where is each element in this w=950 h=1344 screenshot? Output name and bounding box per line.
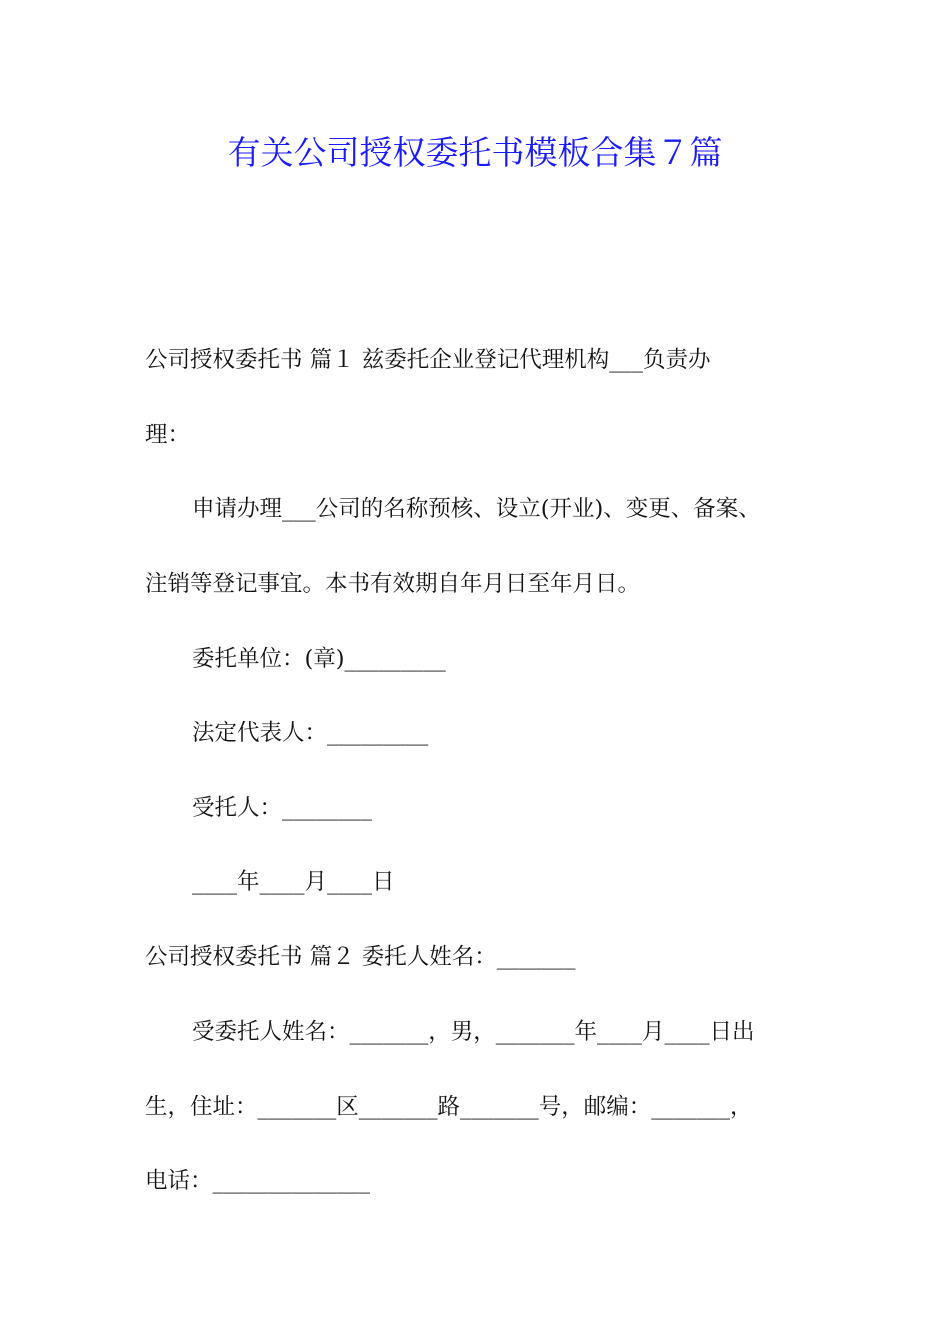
field-phone: 电话：______________ xyxy=(145,1168,371,1194)
section-2-heading-line: 公司授权委托书 篇２ 委托人姓名：_______ xyxy=(145,944,576,970)
field-date: ____年____月____日 xyxy=(192,869,395,895)
field-entrusting-unit: 委托单位：(章)_________ xyxy=(192,646,446,672)
paragraph-apply: 申请办理___公司的名称预核、设立(开业)、变更、备案、 xyxy=(192,496,761,522)
field-trustee: 受托人：________ xyxy=(192,795,373,821)
field-legal-representative: 法定代表人：_________ xyxy=(192,720,429,746)
section-1-heading-continuation: 理： xyxy=(145,422,191,448)
document-title: 有关公司授权委托书模板合集７篇 xyxy=(227,133,723,172)
field-address-line: 生，住址：_______区_______路_______号，邮编：_______， xyxy=(145,1094,753,1120)
field-trustee-name: 受委托人姓名：_______，男，_______年____月____日出 xyxy=(192,1019,755,1045)
section-1-heading-line: 公司授权委托书 篇１ 兹委托企业登记代理机构___负责办 xyxy=(145,347,711,373)
paragraph-apply-continuation: 注销等登记事宜。本书有效期自年月日至年月日。 xyxy=(145,571,641,597)
